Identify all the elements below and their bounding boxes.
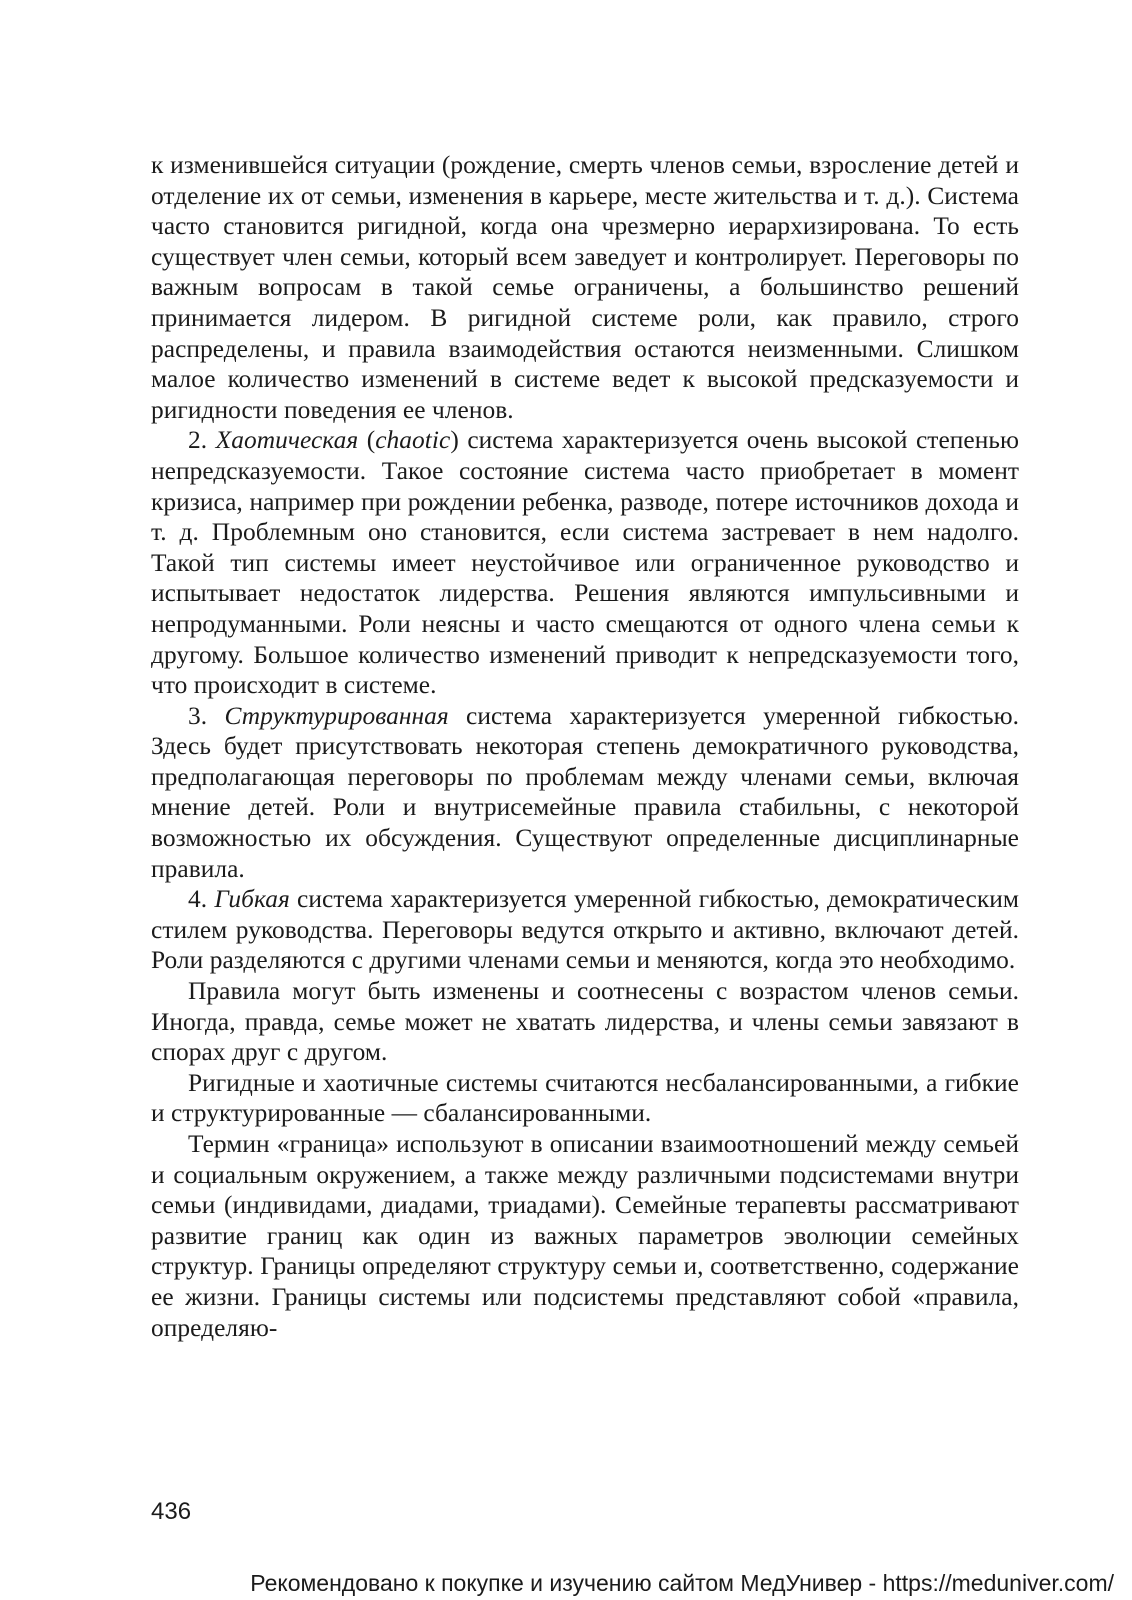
italic-term: chaotic (375, 426, 451, 455)
text-run: Ригидные и хаотичные системы считаются несбалансированными, а гибкие и структурированные — сбалансированными. (151, 1068, 1019, 1128)
text-run: система характеризуется умеренной гибкостью. Здесь будет присутствовать некоторая степень демократичного руководства, предполагающая переговоры по проблемам между членами семьи, включая мнение детей. Роли и внутрисемейные правила стабильны, с некоторой возможностью их обсуждения. Существуют определенные дисциплинарные правила. (151, 701, 1019, 883)
paragraph (151, 425, 1019, 700)
text-run: ) система характеризуется очень высокой степенью непредсказуемости. Такое состояние система часто приобретает в момент кризиса, например при рождении ребенка, разводе, потере источников дохода и т. д. Проблемным оно становится, если система застревает в нем надолго. Такой тип системы имеет неустойчивое или ограниченное руководство и испытывает недостаток лидерства. Решения являются импульсивными и непродуманными. Роли неясны и часто смещаются от одного члена семьи к другому. Большое количество изменений приводит к непредсказуемости того, что происходит в системе. (151, 426, 1020, 700)
text-run: Правила могут быть изменены и соотнесены с возрастом членов семьи. Иногда, правда, семье может не хватать лидерства, и члены семьи завязают в спорах друг с другом. (151, 977, 1019, 1067)
footer-recommendation: Рекомендовано к покупке и изучению сайтом МедУнивер - https://meduniver.com/ (250, 1570, 1114, 1596)
italic-term: Хаотическая (215, 426, 359, 455)
page-body-text (151, 150, 1019, 1343)
paragraph (151, 150, 1019, 425)
text-run: система характеризуется умеренной гибкостью, демократическим стилем руководства. Переговоры ведутся открыто и активно, включают детей. Роли разделяются с другими членами семьи и меняются, когда это необходимо. (151, 885, 1020, 975)
text-run: 2. (188, 426, 216, 455)
text-run: ( (358, 426, 376, 455)
text-run: 3. (188, 701, 225, 730)
paragraph (151, 976, 1019, 1068)
paragraph (151, 1129, 1019, 1343)
text-run: Термин «граница» используют в описании взаимоотношений между семьей и социальным окружением, а также между различными подсистемами внутри семьи (индивидами, диадами, триадами). Семейные терапевты рассматривают развитие границ как один из важных параметров эволюции семейных структур. Границы определяют структуру семьи и, соответственно, содержание ее жизни. Границы системы или подсистемы представляют собой «правила, определяю- (151, 1130, 1019, 1342)
paragraph (151, 701, 1019, 885)
italic-term: Структурированная (224, 701, 449, 730)
paragraph (151, 884, 1019, 976)
paragraph (151, 1068, 1019, 1129)
italic-term: Гибкая (214, 885, 290, 914)
text-run: к изменившейся ситуации (рождение, смерть членов семьи, взросление детей и отделение их от семьи, изменения в карьере, месте жительства и т. д.). Система часто становится ригидной, когда она чрезмерно иерархизирована. То есть существует член семьи, который всем заведует и контролирует. Переговоры по важным вопросам в такой семье ограничены, а большинство решений принимается лидером. В ригидной системе роли, как правило, строго распределены, и правила взаимодействия остаются неизменными. Слишком малое количество изменений в системе ведет к высокой предсказуемости и ригидности поведения ее членов. (151, 151, 1019, 424)
page-number: 436 (151, 1498, 192, 1525)
text-run: 4. (188, 885, 215, 914)
